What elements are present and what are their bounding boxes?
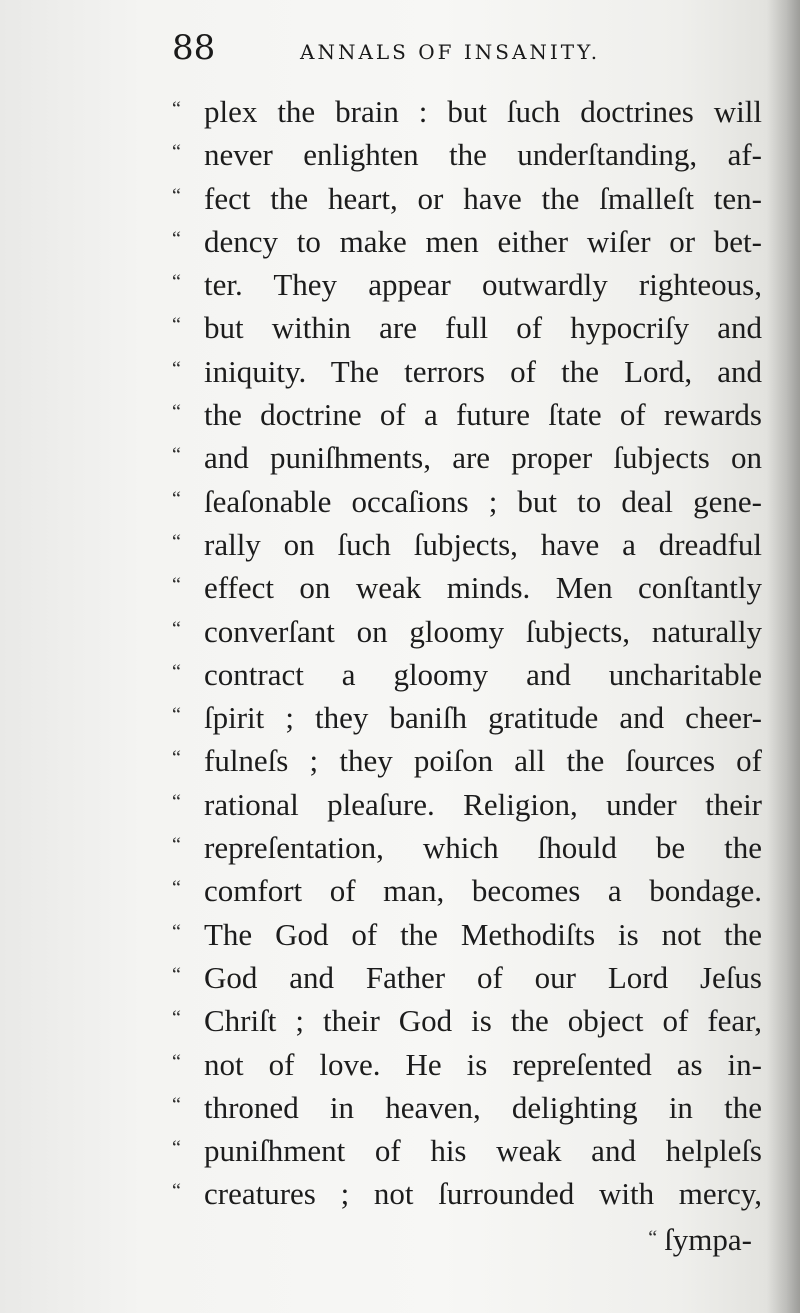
line-text: repreſentation, which ſhould be the (204, 830, 762, 866)
line-text: throned in heaven, delighting in the (204, 1089, 762, 1125)
line-text: ſeaſonable occaſions ; but to deal gene- (204, 483, 762, 519)
text-line (172, 653, 762, 696)
text-line (172, 610, 762, 653)
line-text: fulneſs ; they poiſon all the ſources of (204, 743, 762, 779)
quote-mark: “ (172, 834, 180, 857)
text-line (172, 1129, 762, 1172)
text-line (172, 783, 762, 826)
text-line (172, 393, 762, 436)
line-text: rally on ſuch ſubjects, have a dreadful (204, 526, 762, 562)
text-line (172, 480, 762, 523)
quote-mark: “ (172, 574, 180, 597)
text-line (172, 1043, 762, 1086)
line-text: God and Father of our Lord Jeſus (204, 959, 762, 995)
quote-mark: “ (172, 357, 180, 380)
text-line (172, 1086, 762, 1129)
quote-mark: “ (172, 963, 180, 986)
text-line (172, 913, 762, 956)
quote-mark: “ (172, 1180, 180, 1203)
quote-mark: “ (172, 401, 180, 424)
line-text: plex the brain : but ſuch doctrines will (204, 94, 762, 129)
line-text: the doctrine of a future ſtate of rewards (204, 397, 762, 433)
line-text: not of love. He is repreſented as in- (204, 1046, 762, 1082)
quote-mark: “ (172, 530, 180, 553)
text-line (172, 523, 762, 566)
line-text: dency to make men either wiſer or bet- (204, 223, 762, 259)
line-text: effect on weak minds. Men conſtantly (204, 570, 762, 606)
line-text: converſant on gloomy ſubjects, naturally (204, 613, 762, 649)
quote-mark: “ (172, 704, 180, 727)
text-line (172, 306, 762, 349)
line-text: ſpirit ; they baniſh gratitude and cheer- (204, 700, 762, 736)
quote-mark: “ (172, 660, 180, 683)
text-line (172, 956, 762, 999)
page-header (170, 22, 770, 82)
text-line (172, 999, 762, 1042)
line-text: creatures ; not ſurrounded with mercy, (204, 1176, 762, 1212)
text-line (172, 350, 762, 393)
quote-mark: “ (648, 1227, 657, 1249)
quote-mark: “ (172, 271, 180, 294)
quote-mark: “ (172, 747, 180, 770)
page-number: 88 (172, 28, 216, 68)
text-line (172, 869, 762, 912)
text-line (172, 133, 762, 176)
text-line (172, 1172, 762, 1215)
quote-mark: “ (172, 444, 180, 467)
line-text: but within are full of hypocriſy and (204, 310, 762, 346)
quote-mark: “ (172, 1007, 180, 1030)
line-text: and puniſhments, are proper ſubjects on (204, 440, 762, 476)
quote-mark: “ (172, 1050, 180, 1073)
line-text: iniquity. The terrors of the Lord, and (204, 353, 762, 389)
text-line (172, 739, 762, 782)
quote-mark: “ (172, 790, 180, 813)
quote-mark: “ (172, 1137, 180, 1160)
line-text: ter. They appear outwardly righteous, (204, 267, 762, 303)
quote-mark: “ (172, 184, 180, 207)
text-line (172, 436, 762, 479)
line-text: puniſhment of his weak and helpleſs (204, 1133, 762, 1169)
quote-mark: “ (172, 314, 180, 337)
line-text: rational pleaſure. Religion, under their (204, 786, 762, 822)
line-text: contract a gloomy and uncharitable (204, 656, 762, 692)
text-line (172, 566, 762, 609)
line-text: fect the heart, or have the ſmalleſt ten- (204, 180, 762, 216)
quote-mark: “ (172, 877, 180, 900)
text-line (172, 90, 762, 133)
quote-mark: “ (172, 227, 180, 250)
quote-mark: “ (172, 487, 180, 510)
text-line (172, 220, 762, 263)
quote-mark: “ (172, 98, 180, 120)
text-line (172, 696, 762, 739)
body-text (172, 90, 762, 1216)
catchword (648, 1222, 752, 1258)
line-text: Chriſt ; their God is the object of fear, (204, 1003, 762, 1039)
quote-mark: “ (172, 920, 180, 943)
line-text: comfort of man, becomes a bondage. (204, 873, 762, 909)
text-line (172, 177, 762, 220)
quote-mark: “ (172, 1093, 180, 1116)
gutter-shadow (766, 0, 800, 1313)
line-text: never enlighten the underſtanding, af- (204, 137, 762, 173)
catchword-text: ſympa- (664, 1222, 752, 1257)
text-line (172, 826, 762, 869)
running-head: ANNALS OF INSANITY. (300, 40, 601, 64)
text-line (172, 263, 762, 306)
line-text: The God of the Methodiſts is not the (204, 916, 762, 952)
quote-mark: “ (172, 141, 180, 164)
quote-mark: “ (172, 617, 180, 640)
